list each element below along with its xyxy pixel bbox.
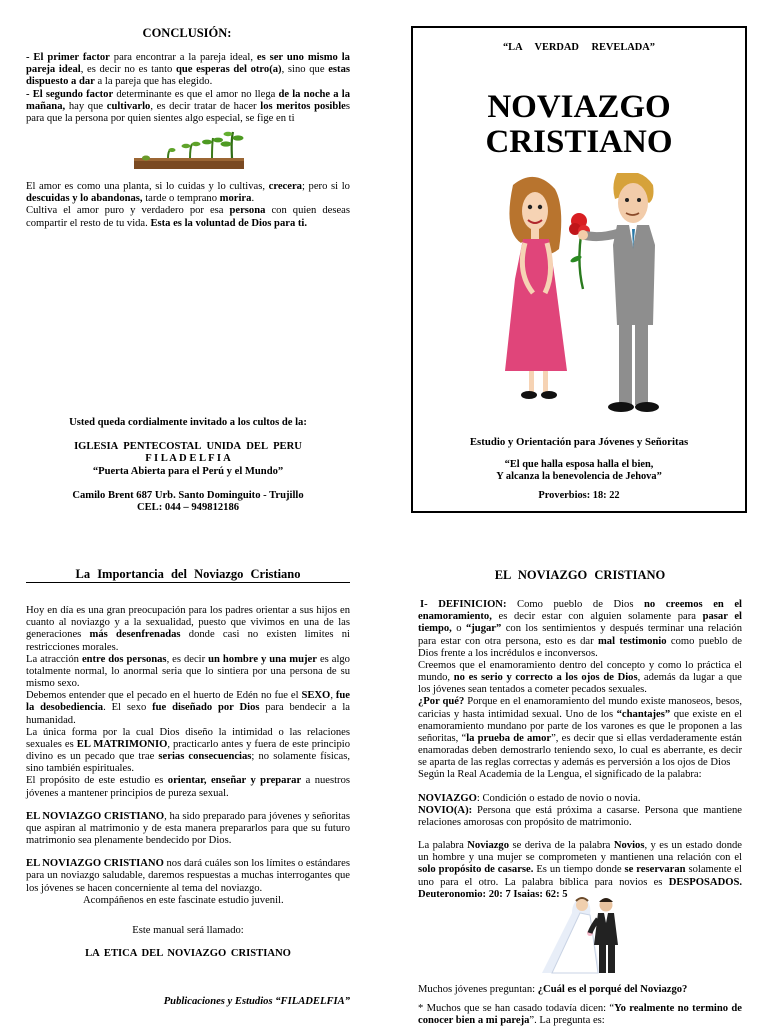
- publisher-line: Publicaciones y Estudios “FILADELFIA”: [163, 996, 350, 1007]
- bride-and-groom-icon: [540, 893, 646, 977]
- church-subname: F I L A D E L F I A: [145, 453, 231, 465]
- church-motto: “Puerta Abierta para el Perú y el Mundo”: [92, 465, 284, 477]
- conclusion-body: [26, 52, 350, 125]
- importance-body: Hoy en día es una gran preocupación para los padres orientar a sus hijos en cuanto al noviazgo y a la sexualidad, puesto que vivimos en una de las generaciones más desenfrenadas donde casi no existen limites ni restricciones morales. La atracción entre dos personas, es decir un hombre y una mujer es algo totalmente normal, lo anormal seria que lo sintiera por una persona de su mismo sexo. Debemos entender que el pecado en el huerto de Edén no fue el SEXO, fue la desobediencia. El sexo fue diseñado por Dios para bendecir a la humanidad. La única forma por la cual Dios diseño la intimidad o las relaciones sexuales es EL MATRIMONIO, practicarlo antes y fuera de este principio divino es un pecado que trae serias consecuencias; no solamente físicas, sino también espirituales. El propósito de este estudio es orientar, enseñar y preparar a nuestros jóvenes a mantener principios de pureza sexual. EL NOVIAZGO CRISTIANO, ha sido preparado para jóvenes y señoritas que aspiran al matrimonio y de esta manera prepararlos para que su futuro matrimonio sea plenamente bendecido por Dios. EL NOVIAZGO CRISTIANO nos dará cuáles son los límites o estándares para un noviazgo saludable, daremos respuestas a muchas interrogantes que los jóvenes se hacen concerniente al tema del noviazgo. Acompáñenos en este fascinate estudio juvenil.: [26, 605, 350, 906]
- questions-block: Muchos jóvenes preguntan: ¿Cuál es el porqué del Noviazgo? * Muchos que se han casado todavía dicen: “Yo realmente no termino de conocer bien a mi pareja”. La pregunta es:: [418, 984, 742, 1027]
- love-plant-paragraph: El amor es como una planta, si lo cuidas y lo cultivas, crecera; pero si lo descuidas y lo abandonas, tarde o temprano morira. Cultiva el amor puro y verdadero por esa persona con quien deseas compartir el resto de tu vida. Esta es la voluntad de Dios para ti.: [26, 181, 350, 229]
- cover-panel: [411, 26, 747, 513]
- importance-heading: La Importancia del Noviazgo Cristiano: [26, 567, 350, 583]
- noviazgo-body: I- DEFINICION: Como pueblo de Dios no creemos en el enamoramiento, es decir estar con alguien solamente para pasar el tiempo, o “jugar” con los sentimientos y después terminar una relación para estar con otra persona, esto es dar mal testimonio como pueblo de Dios frente a los incrédulos e inconversos. Creemos que el enamoramiento dentro del concepto y como lo práctica el mundo, no es serio y correcto a los ojos de Dios, además da lugar a que los jóvenes sean tentados a cometer pecados sexuales. ¿Por qué? Porque en el enamoramiento del mundo existe manoseos, besos, caricias y hasta intimidad sexual. Uno de los “chantajes” que existe en el enamoramiento mundano por parte de los varones es que le proponen a las señoritas, “la prueba de amor”, es decir que si ellas verdaderamente están enamoradas deben demostrarlo teniendo sexo, lo cual es aberrante, es decir se aparta de las reglas correctas y además es perversión a los ojos de Dios Según la Real Academia de la Lengua, el significado de la palabra: NOVIAZGO: Condición o estado de novio o novia. NOVIO(A): Persona que está próxima a casarse. Persona que mantiene relaciones amorosas con propósito de matrimonio. La palabra Noviazgo se deriva de la palabra Novios, y es un estado donde un hombre y una mujer se comprometen y mantienen una relación con el solo propósito de casarse. Es un tiempo donde se reservaran solamente el uno para el otro. La palabra bíblica para novios es DESPOSADOS. Deuteronomio: 20: 7 Isaias: 62: 5: [418, 599, 743, 900]
- cover-study-subtitle: Estudio y Orientación para Jóvenes y Señoritas: [469, 436, 689, 448]
- invitation-line: Usted queda cordialmente invitado a los cultos de la:: [69, 417, 307, 428]
- manual-name: LA ETICA DEL NOVIAZGO CRISTIANO: [85, 948, 291, 959]
- conclusion-paragraph-2: - El segundo factor determinante es que el amor no llega de la noche a la mañana, hay que cultivarlo, es decir tratar de hacer los meritos posibles para que la persona por quien sientes algo especial, se fige en ti: [26, 88, 351, 124]
- couple-with-rose-icon: [495, 173, 665, 433]
- cover-verse: “El que halla esposa halla el bien, Y alcanza la benevolencia de Jehova”: [496, 459, 662, 482]
- church-phone: CEL: 044 – 949812186: [136, 501, 240, 513]
- manual-intro: Este manual será llamado:: [132, 925, 244, 936]
- plant-growth-icon: [132, 128, 246, 172]
- cover-supertitle: “LA VERDAD REVELADA”: [502, 42, 656, 53]
- conclusion-heading: CONCLUSIÓN:: [142, 26, 232, 40]
- church-address: Camilo Brent 687 Urb. Santo Dominguito - Trujillo: [72, 489, 304, 501]
- cover-verse-reference: Proverbios: 18: 22: [538, 490, 620, 501]
- noviazgo-heading: EL NOVIAZGO CRISTIANO: [494, 568, 666, 582]
- cover-title: NOVIAZGO CRISTIANO: [485, 89, 673, 161]
- church-name: IGLESIA PENTECOSTAL UNIDA DEL PERU: [74, 441, 302, 453]
- invitation-block: [26, 417, 350, 514]
- conclusion-paragraph-1: - El primer factor para encontrar a la pareja ideal, es ser uno mismo la pareja ideal, es decir no es tanto que esperas del otro(a), sino que estas dispuesto a dar a la pareja que has elegido.: [26, 52, 350, 88]
